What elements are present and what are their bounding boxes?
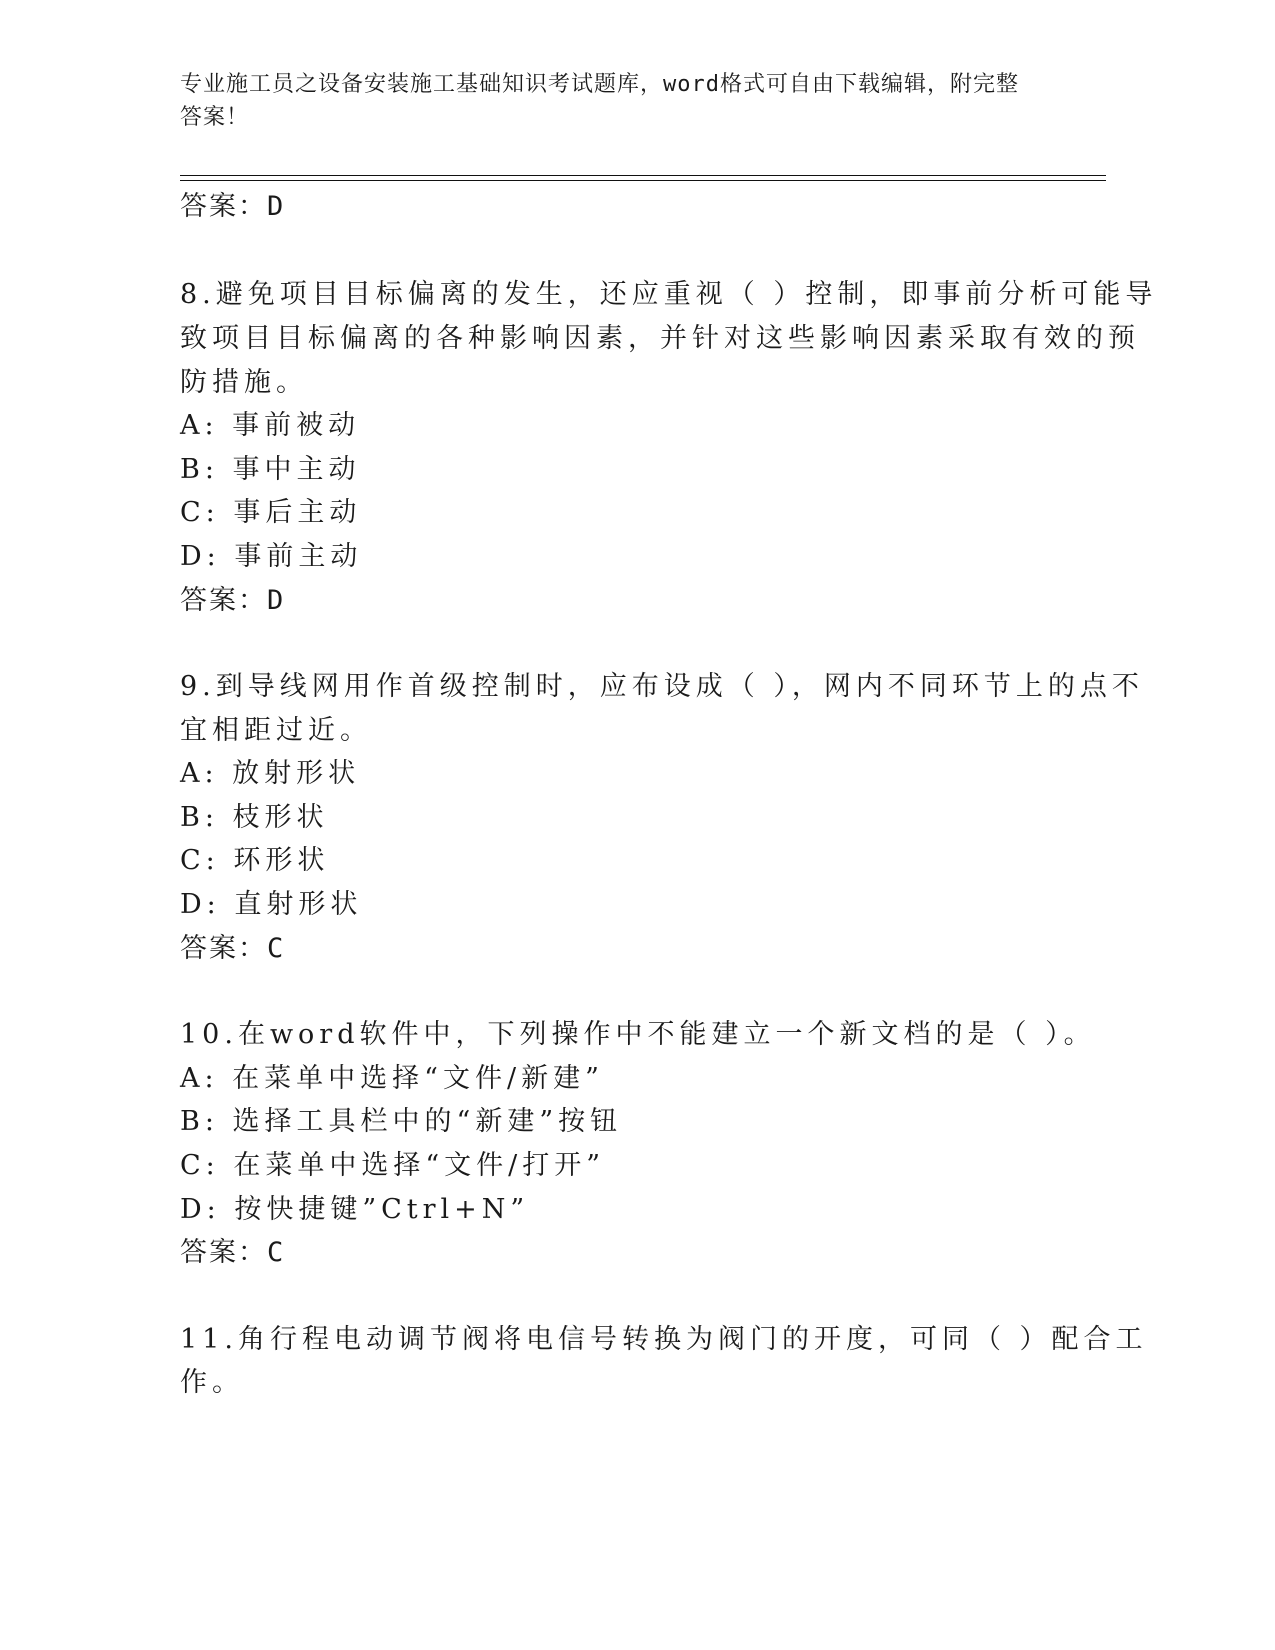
question-10-option-b: B: 选择工具栏中的“新建”按钮 <box>180 1106 623 1137</box>
question-9-answer: 答案：C <box>180 933 286 964</box>
question-10-option-d: D: 按快捷键”Ctrl+N” <box>180 1194 530 1225</box>
question-10-option-c: C: 在菜单中选择“文件/打开” <box>180 1150 606 1181</box>
answer-previous: 答案：D <box>180 191 286 222</box>
question-9-option-a: A: 放射形状 <box>180 758 361 789</box>
question-9-option-d: D: 直射形状 <box>180 889 363 920</box>
question-11-stem-line-1: 11.角行程电动调节阀将电信号转换为阀门的开度，可同（ ）配合工 <box>180 1324 1148 1355</box>
question-10-answer: 答案：C <box>180 1237 286 1268</box>
question-8-option-c: C: 事后主动 <box>180 497 362 528</box>
question-8-option-b: B: 事中主动 <box>180 454 361 485</box>
question-8-stem-line-2: 致项目目标偏离的各种影响因素，并针对这些影响因素采取有效的预 <box>180 323 1140 354</box>
question-10-stem-line-1: 10.在word软件中，下列操作中不能建立一个新文档的是（ ）。 <box>180 1019 1096 1050</box>
question-9-stem-line-2: 宜相距过近。 <box>180 715 372 746</box>
question-9-stem-line-1: 9.到导线网用作首级控制时，应布设成（ ），网内不同环节上的点不 <box>180 671 1144 702</box>
question-8-option-a: A: 事前被动 <box>180 410 361 441</box>
question-8-stem-line-3: 防措施。 <box>180 367 308 398</box>
question-9-option-b: B: 枝形状 <box>180 802 329 833</box>
question-8-answer: 答案：D <box>180 585 286 616</box>
question-10-option-a: A: 在菜单中选择“文件/新建” <box>180 1063 604 1094</box>
question-11-stem-line-2: 作。 <box>180 1367 244 1398</box>
header-divider-bottom <box>180 180 1106 181</box>
question-8-option-d: D: 事前主动 <box>180 541 363 572</box>
header-divider-top <box>180 175 1106 176</box>
question-9-option-c: C: 环形状 <box>180 845 330 876</box>
question-8-stem-line-1: 8.避免项目目标偏离的发生，还应重视（ ）控制，即事前分析可能导 <box>180 279 1158 310</box>
document-header: 专业施工员之设备安装施工基础知识考试题库，word格式可自由下载编辑，附完整答案！ <box>180 72 1019 130</box>
